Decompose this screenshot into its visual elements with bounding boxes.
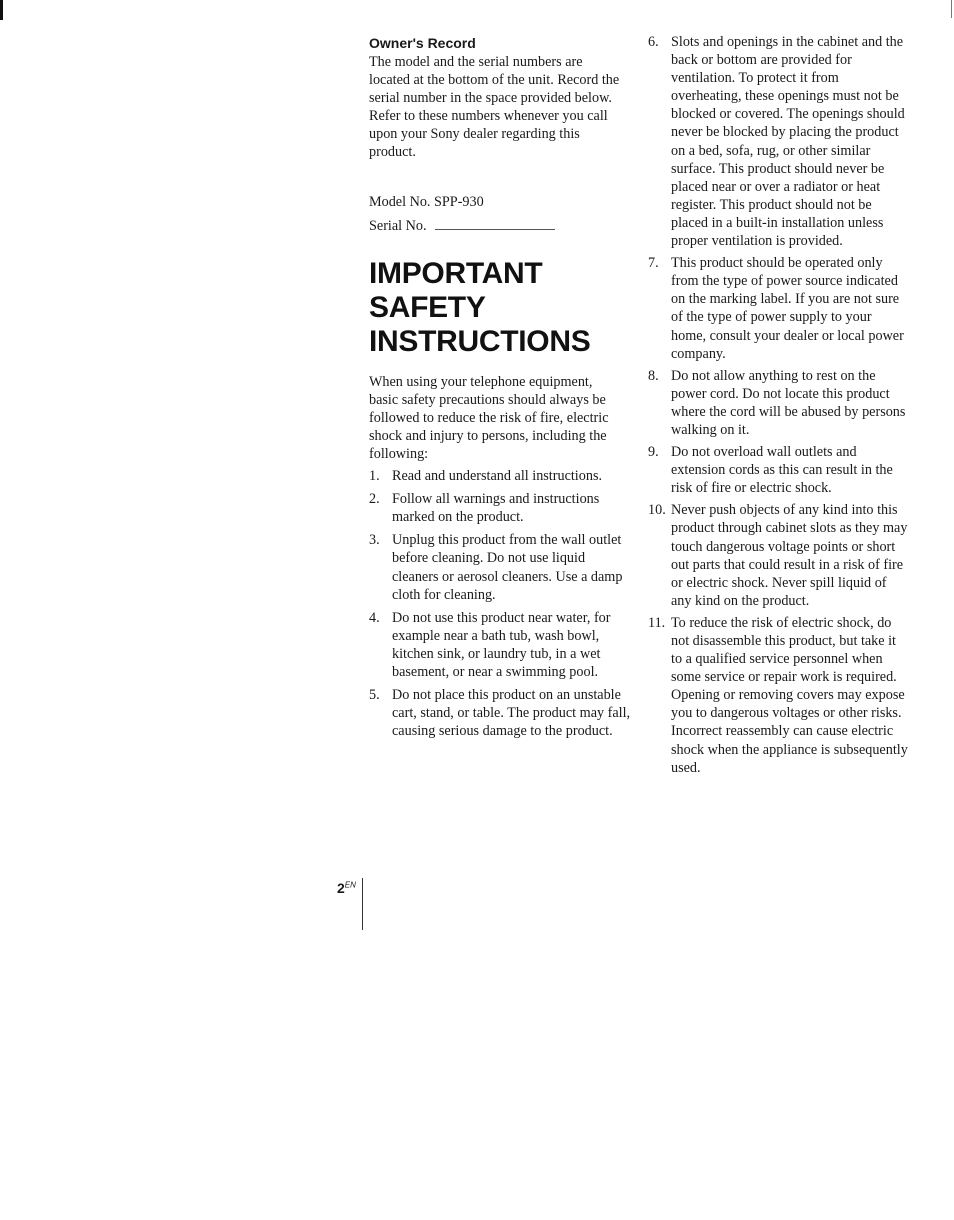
item-number: 4. (369, 609, 380, 626)
right-column (648, 33, 910, 781)
page-number-value: 2 (337, 880, 345, 896)
item-text: Do not overload wall outlets and extension cords as this can result in the risk of fire or electric shock. (671, 444, 893, 497)
scan-edge-mark-right (951, 0, 952, 18)
item-number: 5. (369, 687, 380, 704)
item-text: Do not use this product near water, for example near a bath tub, wash bowl, kitchen sink, or laundry tub, in a wet basement, or near a swimming pool. (392, 609, 611, 680)
item-number: 9. (648, 444, 659, 461)
safety-title (369, 257, 631, 359)
safety-section (369, 257, 631, 741)
safety-item (369, 467, 631, 485)
safety-item (369, 490, 631, 526)
safety-title-line-2: SAFETY (369, 290, 486, 324)
safety-item (369, 531, 631, 603)
item-number: 11. (648, 614, 666, 631)
safety-item (648, 614, 910, 777)
safety-list-right (648, 33, 910, 777)
model-number: Model No. SPP-930 (369, 193, 484, 210)
item-text: Slots and openings in the cabinet and the back or bottom are provided for ventilation. To protect it from overheating, these openings must not be blocked or covered. The openings should never be blocked by placing the product on a bed, sofa, rug, or other similar surface. This product should never be placed near or over a radiator or heat register. This product should not be placed in a built-in installation unless proper ventilation is provided. (671, 34, 905, 250)
item-number: 6. (648, 34, 659, 50)
item-text: Do not place this product on an unstable cart, stand, or table. The product may fall, causing serious damage to the product. (392, 687, 631, 740)
item-text: Unplug this product from the wall outlet before cleaning. Do not use liquid cleaners or aerosol cleaners. Use a damp cloth for cleaning. (392, 532, 623, 603)
page-number-rule (362, 878, 363, 930)
safety-item (369, 686, 631, 740)
item-text: Read and understand all instructions. (392, 468, 603, 485)
safety-title-line-1: IMPORTANT (369, 256, 543, 290)
safety-item (648, 254, 910, 363)
safety-item (648, 501, 910, 610)
owners-record-text: The model and the serial numbers are located at the bottom of the unit. Record the serial number in the space provided below. Refer to these numbers whenever you call upon your Sony dealer regarding this product. (369, 54, 620, 161)
safety-item (369, 609, 631, 681)
item-number: 10. (648, 502, 666, 519)
item-text: Follow all warnings and instructions marked on the product. (392, 491, 600, 526)
safety-item (648, 443, 910, 497)
serial-number-row (369, 213, 631, 239)
item-text: Never push objects of any kind into this product through cabinet slots as they may touch dangerous voltage points or short out parts that could result in a risk of fire or electric shock. Never spill liquid of any kind on the product. (671, 502, 908, 609)
serial-number-blank (435, 217, 555, 230)
serial-number-label: Serial No. (369, 217, 427, 234)
page-number (337, 880, 356, 896)
item-number: 2. (369, 491, 380, 508)
owners-record-section (369, 33, 631, 239)
item-text: Do not allow anything to rest on the power cord. Do not locate this product where the cord will be abused by persons walking on it. (671, 367, 906, 438)
left-column (369, 33, 631, 745)
scan-edge-mark (0, 0, 3, 20)
item-number: 1. (369, 468, 380, 485)
item-number: 3. (369, 532, 380, 549)
safety-item (648, 367, 910, 439)
owners-record-heading: Owner's Record (369, 35, 476, 51)
safety-title-line-3: INSTRUCTIONS (369, 324, 591, 358)
safety-list-left (369, 467, 631, 740)
item-text: To reduce the risk of electric shock, do not disassemble this product, but take it to a qualified service personnel when some service or repair work is required. Opening or removing covers may expose you to dangerous voltages or other risks. Incorrect reassembly can cause electric shock when the appliance is subsequently used. (671, 614, 908, 776)
item-number: 8. (648, 367, 659, 384)
safety-intro: When using your telephone equipment, basic safety precautions should always be followed to reduce the risk of fire, electric shock and injury to persons, including the following: (369, 373, 609, 462)
page-language-suffix: EN (344, 880, 356, 890)
item-number: 7. (648, 255, 659, 272)
safety-item (648, 33, 910, 250)
item-text: This product should be operated only from the type of power source indicated on the marking label. If you are not sure of the type of power supply to your home, consult your dealer or local power company. (671, 255, 904, 362)
